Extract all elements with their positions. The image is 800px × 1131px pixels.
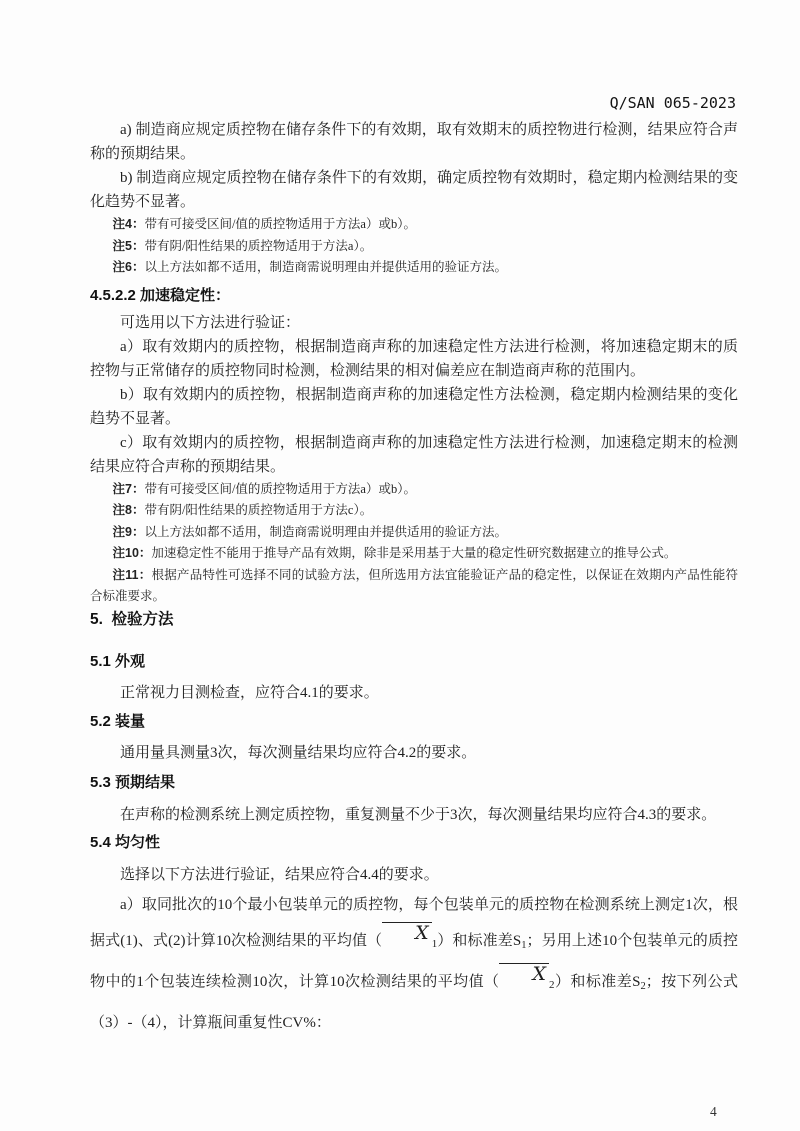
note-8-text: 带有阴/阳性结果的质控物适用于方法c）。: [144, 503, 373, 517]
formula-text-seg2: ）和标准差S: [437, 932, 522, 949]
formula-text-seg1: a）取同批次的10个最小包装单元的质控物，每个包装单元的质控物在检测系统上测定1次，根据式(1)、式(2)计算10次检测结果的平均值（: [90, 896, 738, 949]
note-9: [90, 522, 738, 544]
clause-5-3-body: 在声称的检测系统上测定质控物，重复测量不少于3次，每次测量结果均应符合4.3的要求。: [120, 806, 717, 823]
clause-4522-item-b: b）取有效期内的质控物，根据制造商声称的加速稳定性方法检测，稳定期内检测结果的变化趋势不显著。: [90, 386, 738, 427]
clause-4522-intro: 可选用以下方法进行验证：: [120, 314, 301, 331]
note-6-text: 以上方法如都不适用，制造商需说明理由并提供适用的验证方法。: [144, 260, 507, 274]
note-6: [90, 257, 738, 279]
formula-text-seg4: ）和标准差S: [554, 973, 641, 990]
heading-5-1: 5.1 外观: [90, 652, 146, 670]
heading-5-3: 5.3 预期结果: [90, 773, 176, 791]
clause-4521-item-a: a) 制造商应规定质控物在储存条件下的有效期，取有效期末的质控物进行检测，结果应符合声称的预期结果。: [90, 122, 738, 162]
s2-subscript: 2: [640, 980, 646, 992]
clause-5-4-item-a: [90, 887, 738, 1041]
clause-4521-item-b: b) 制造商应规定质控物在储存条件下的有效期，确定质控物有效期时，稳定期内检测结果的变化趋势不显著。: [90, 170, 738, 210]
heading-4522: 4.5.2.2 加速稳定性：: [90, 286, 231, 304]
heading-5-4: 5.4 均匀性: [90, 833, 161, 851]
page-number: 4: [710, 1104, 717, 1119]
note-4-text: 带有可接受区间/值的质控物适用于方法a）或b）。: [144, 217, 416, 231]
heading-section-5: 5. 检验方法: [90, 610, 174, 628]
xbar2-subscript: 2: [549, 978, 555, 991]
note-9-label: 注9：: [112, 524, 145, 539]
xbar1-subscript: 1: [431, 937, 438, 950]
clause-5-2-body: 通用量具测量3次，每次测量结果均应符合4.2的要求。: [120, 744, 477, 761]
clause-5-4-intro: 选择以下方法进行验证，结果应符合4.4的要求。: [120, 866, 439, 883]
note-7-label: 注7：: [112, 481, 145, 496]
xbar1-symbol: [382, 921, 438, 950]
clause-4522-item-a: a）取有效期内的质控物，根据制造商声称的加速稳定性方法进行检测，将加速稳定期末的质控物与正常储存的质控物同时检测，检测结果的相对偏差应在制造商声称的范围内。: [90, 338, 738, 379]
heading-5-2: 5.2 装量: [90, 712, 146, 730]
note-4: [90, 214, 738, 236]
note-7-text: 带有可接受区间/值的质控物适用于方法a）或b）。: [144, 481, 416, 496]
xbar2-symbol: [499, 962, 555, 991]
standard-code-header: Q/SAN 065-2023: [609, 94, 736, 112]
note-5-label: 注5：: [112, 238, 145, 253]
note-10-label: 注10：: [112, 546, 152, 560]
s1-subscript: 1: [521, 939, 527, 951]
formula-text-seg5: ；按下列公式（3）-（4），计算瓶间重复性CV%：: [90, 973, 738, 1031]
note-5: [90, 236, 738, 258]
note-9-text: 以上方法如都不适用，制造商需说明理由并提供适用的验证方法。: [144, 524, 507, 539]
note-7: [90, 479, 738, 501]
xbar2-base: X: [499, 963, 549, 984]
note-8: [90, 500, 738, 522]
note-11-text: 根据产品特性可选择不同的试验方法，但所选用方法宜能验证产品的稳定性，以保证在效期内产品性能符合标准要求。: [90, 567, 738, 603]
note-8-label: 注8：: [112, 503, 145, 517]
clause-5-1-body: 正常视力目测检查，应符合4.1的要求。: [120, 684, 379, 701]
clause-4522-item-c: c）取有效期内的质控物，根据制造商声称的加速稳定性方法进行检测，加速稳定期末的检测结果应符合声称的预期结果。: [90, 434, 738, 475]
formula-text-seg3: ；另用上述10个包装单元的质控物中的1个包装连续检测10次，计算10次检测结果的平均值（: [90, 932, 738, 990]
xbar1-base: X: [382, 922, 432, 943]
note-4-label: 注4：: [112, 217, 145, 231]
note-11-label: 注11：: [112, 567, 152, 582]
note-10: [90, 543, 738, 565]
note-10-text: 加速稳定性不能用于推导产品有效期，除非是采用基于大量的稳定性研究数据建立的推导公式。: [151, 546, 677, 560]
note-6-label: 注6：: [112, 260, 145, 274]
note-5-text: 带有阴/阳性结果的质控物适用于方法a）。: [144, 238, 373, 253]
note-11: [90, 565, 738, 608]
